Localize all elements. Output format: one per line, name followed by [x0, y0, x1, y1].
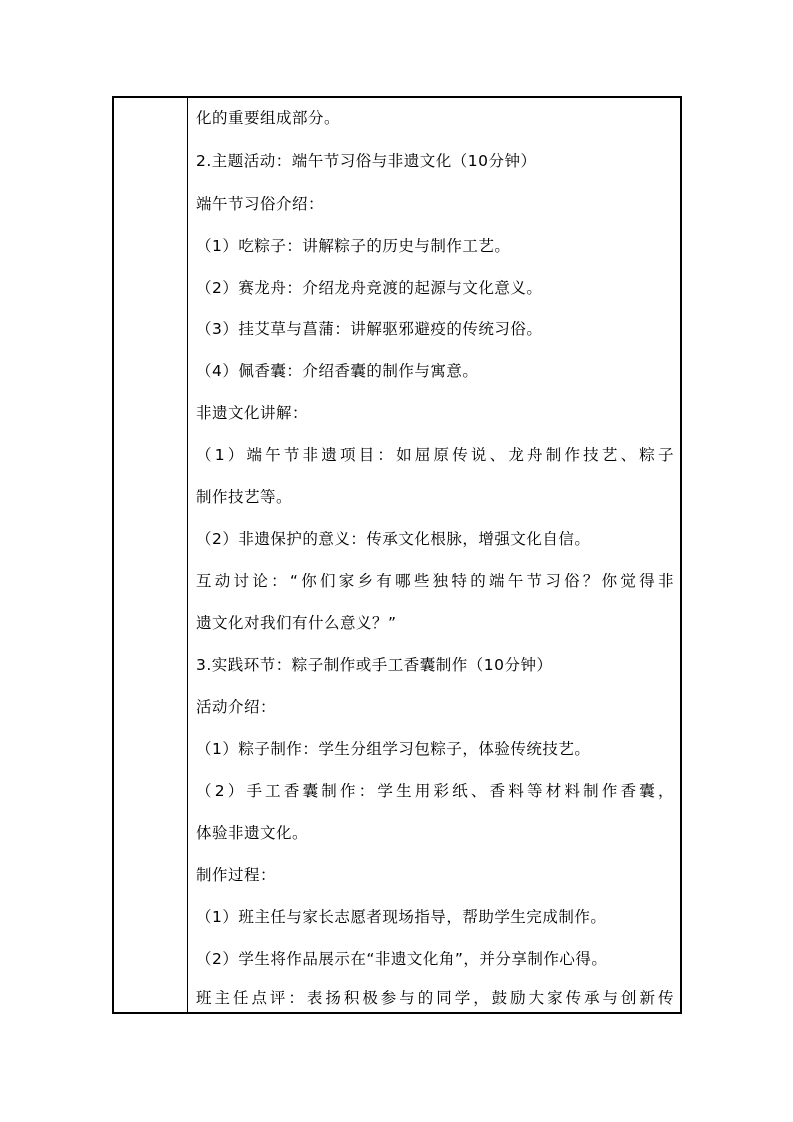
lesson-plan-table: [112, 96, 682, 1014]
table-content-cell: [188, 98, 680, 1012]
text-line: 非遗文化讲解：: [196, 404, 309, 422]
list-item: （1）吃粽子：讲解粽子的历史与制作工艺。: [196, 237, 511, 255]
section-heading: 3.实践环节：粽子制作或手工香囊制作（10分钟）: [196, 656, 553, 674]
text-line: 遗文化对我们有什么意义？”: [196, 614, 397, 632]
list-item: （1）班主任与家长志愿者现场指导，帮助学生完成制作。: [196, 908, 607, 926]
text-line: 互动讨论：“你们家乡有哪些独特的端午节习俗？你觉得非: [196, 572, 674, 590]
text-line: 活动介绍：: [196, 698, 277, 716]
list-item: （2）非遗保护的意义：传承文化根脉，增强文化自信。: [196, 530, 591, 548]
table-label-cell: [114, 98, 188, 1012]
text-line: 端午节习俗介绍：: [196, 195, 325, 213]
list-item: （4）佩香囊：介绍香囊的制作与寓意。: [196, 362, 479, 380]
list-item: （1）端午节非遗项目：如屈原传说、龙舟制作技艺、粽子: [196, 446, 674, 464]
list-item: （3）挂艾草与菖蒲：讲解驱邪避疫的传统习俗。: [196, 320, 543, 338]
text-line: 化的重要组成部分。: [196, 109, 341, 127]
text-line: 制作技艺等。: [196, 488, 293, 506]
text-line: 班主任点评：表扬积极参与的同学，鼓励大家传承与创新传: [196, 989, 674, 1007]
section-heading: 2.主题活动：端午节习俗与非遗文化（10分钟）: [196, 152, 537, 170]
list-item: （2）赛龙舟：介绍龙舟竞渡的起源与文化意义。: [196, 279, 543, 297]
list-item: （2）学生将作品展示在“非遗文化角”，并分享制作心得。: [196, 950, 608, 968]
list-item: （1）粽子制作：学生分组学习包粽子，体验传统技艺。: [196, 740, 591, 758]
text-line: 制作过程：: [196, 866, 277, 884]
list-item: （2）手工香囊制作：学生用彩纸、香料等材料制作香囊，: [196, 782, 674, 800]
text-line: 体验非遗文化。: [196, 824, 309, 842]
